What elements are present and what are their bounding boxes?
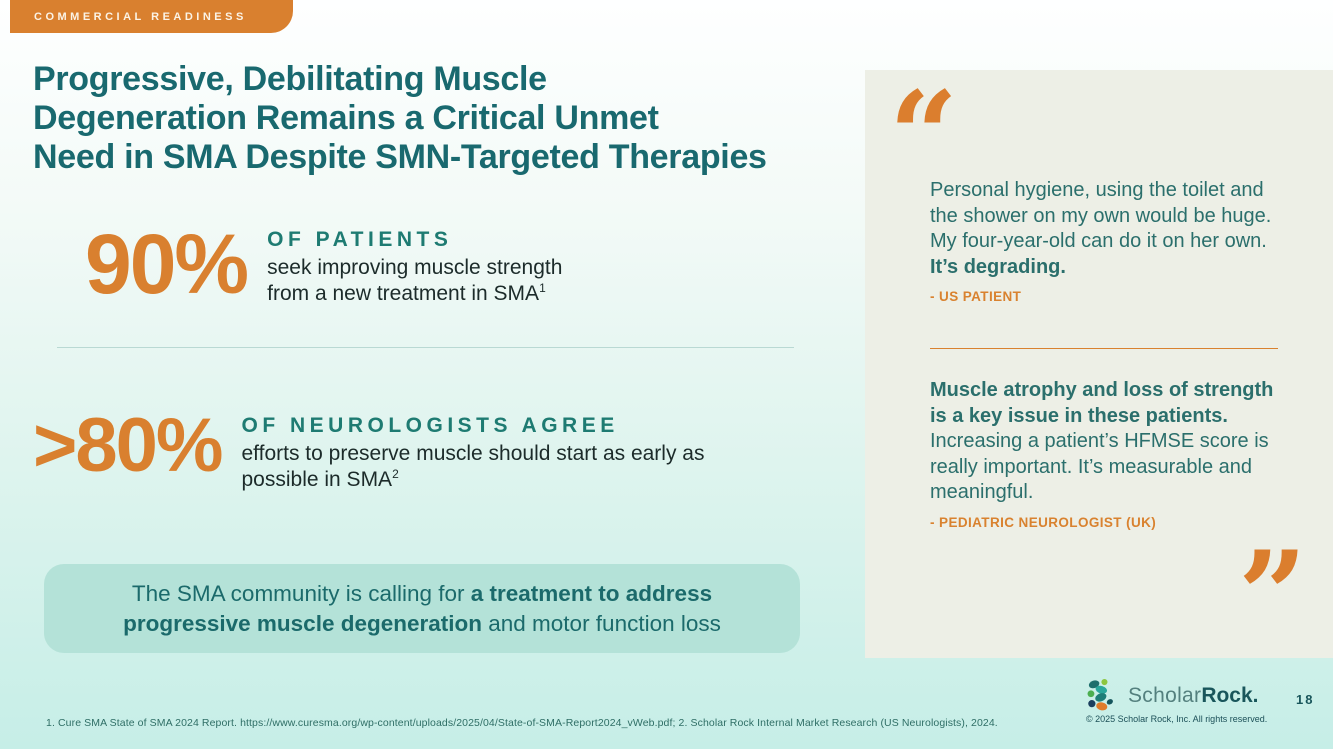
stat-patients-text <box>267 222 597 306</box>
slide-title <box>33 60 767 177</box>
quote-patient-bold: It’s degrading. <box>930 255 1066 278</box>
callout-bold: a treatment to address progressive muscle degeneration <box>123 581 713 636</box>
quote-panel <box>865 65 1333 666</box>
scholar-rock-logo-icon <box>1085 678 1123 714</box>
stat-neurologists-description: efforts to preserve muscle should start as early as possible in SMA$^2$ <box>241 442 705 491</box>
stat-patients-description: seek improving muscle strength from a new treatment in SMA$^1$ <box>267 256 563 305</box>
open-quote-icon: “ <box>889 65 959 206</box>
logo-text-scholar: Scholar <box>1128 684 1202 707</box>
logo-text-dot: . <box>1252 684 1259 707</box>
copyright-text: © 2025 Scholar Rock, Inc. All rights reserved. <box>1086 714 1268 724</box>
page-number: 18 <box>1296 692 1315 707</box>
horizontal-divider <box>57 347 794 348</box>
slide-title-line-1: Progressive, Debilitating Muscle <box>33 60 547 98</box>
section-badge <box>10 0 293 33</box>
quote-neurologist-attribution: - PEDIATRIC NEUROLOGIST (UK) <box>930 514 1157 530</box>
quote-neurologist <box>930 378 1292 530</box>
quote-neurologist-text: Muscle atrophy and loss of strength is a key issue in these patients. Increasing a patient’s HFMSE score is really important. It’s measurable and meaningful. <box>930 379 1274 504</box>
stat-neurologists <box>33 403 732 492</box>
scholar-rock-logo <box>1085 678 1259 714</box>
logo-text-rock: Rock <box>1201 684 1253 707</box>
close-quote-icon: ” <box>1237 525 1307 666</box>
community-callout <box>44 564 800 653</box>
quote-divider <box>930 348 1278 349</box>
stat-neurologists-heading: OF NEUROLOGISTS AGREE <box>241 414 619 437</box>
callout-prefix: The SMA community is calling for <box>131 581 471 606</box>
quote-patient-attribution: - US PATIENT <box>930 289 1022 305</box>
slide-title-line-3: Need in SMA Despite SMN-Targeted Therapies <box>33 138 767 176</box>
stat-patients-heading: OF PATIENTS <box>267 228 453 251</box>
stat-neurologists-text <box>242 408 732 492</box>
footnote-ref-2: 2 <box>392 466 399 481</box>
stat-patients <box>85 217 597 311</box>
quote-patient-text: Personal hygiene, using the toilet and the shower on my own would be huge. My four-year-old can do it on her own. It’s degrading. <box>930 179 1272 278</box>
stat-neurologists-value: >80% <box>33 403 222 488</box>
stat-patients-value: 90% <box>85 217 248 311</box>
callout-suffix: and motor function loss <box>482 610 721 636</box>
quote-neurologist-bold: Muscle atrophy and loss of strength is a key issue in these patients. <box>930 379 1274 427</box>
quote-patient <box>930 178 1286 304</box>
footer-citation: 1. Cure SMA State of SMA 2024 Report. https://www.curesma.org/wp-content/uploads/2025/04/State-of-SMA-Report2024_vWeb.pdf; 2. Scholar Rock Internal Market Research (US Neurologists), 2024. <box>46 717 998 729</box>
section-badge-label: COMMERCIAL READINESS <box>34 10 247 23</box>
slide-title-line-2: Degeneration Remains a Critical Unmet <box>33 99 659 137</box>
footnote-ref-1: 1 <box>539 280 546 295</box>
